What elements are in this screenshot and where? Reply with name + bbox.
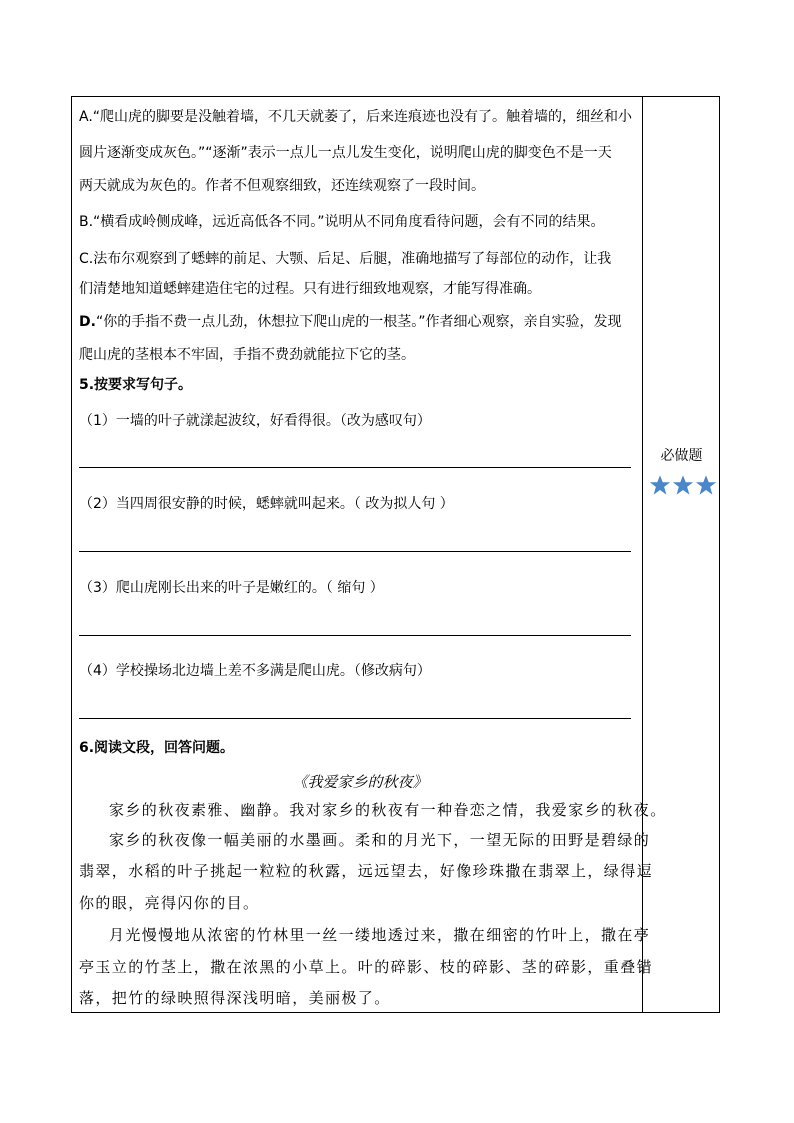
option-c-line-2: 们清楚地知道蟋蟀建造住宅的过程。只有进行细致地观察，才能写得准确。 xyxy=(79,281,541,297)
q5-item-3: （3）爬山虎刚长出来的叶子是嫩红的。（ 缩句 ） xyxy=(79,580,384,596)
passage-p1-line-1: 家乡的秋夜素雅、幽静。我对家乡的秋夜有一种眷恋之情，我爱家乡的秋夜。 xyxy=(109,801,667,819)
answer-line-3[interactable] xyxy=(79,635,631,636)
option-b: B.“横看成岭侧成峰，远近高低各不同。”说明从不同角度看待问题，会有不同的结果。 xyxy=(79,214,605,230)
q5-item-2: （2）当四周很安静的时候，蟋蟀就叫起来。（ 改为拟人句 ） xyxy=(79,496,454,512)
option-a-line-2: 圆片逐渐变成灰色。”“逐渐”表示一点儿一点儿发生变化，说明爬山虎的脚变色不是一天 xyxy=(79,145,612,161)
star-icon xyxy=(695,474,717,496)
option-a-line-1: A.“爬山虎的脚要是没触着墙，不几天就萎了，后来连痕迹也没有了。触着墙的，细丝和小 xyxy=(79,109,633,125)
passage-p3-line-3: 落，把竹的绿映照得深浅明暗，美丽极了。 xyxy=(79,989,391,1007)
q5-item-4: （4）学校操场北边墙上差不多满是爬山虎。（修改病句） xyxy=(79,663,431,679)
passage-p3-line-2: 亭玉立的竹茎上，撒在浓黑的小草上。叶的碎影、枝的碎影、茎的碎影，重叠错 xyxy=(79,958,654,976)
q6-heading: 6.阅读文段，回答问题。 xyxy=(79,740,235,756)
q5-heading: 5.按要求写句子。 xyxy=(79,377,193,393)
passage-p2-line-3: 你的眼，亮得闪你的目。 xyxy=(79,894,260,912)
option-c-line-1: C.法布尔观察到了蟋蟀的前足、大颚、后足、后腿，准确地描写了每部位的动作，让我 xyxy=(79,251,612,267)
passage-title: 《我爱家乡的秋夜》 xyxy=(292,773,428,791)
option-d-text: “你的手指不费一点儿劲，休想拉下爬山虎的一根茎。”作者细心观察，亲自实验，发现 xyxy=(95,314,622,330)
answer-line-1[interactable] xyxy=(79,467,631,468)
option-d-prefix: D. xyxy=(79,314,96,330)
q5-item-1: （1）一墙的叶子就漾起波纹，好看得很。（改为感叹句） xyxy=(79,413,431,429)
difficulty-stars xyxy=(649,474,717,496)
option-d-line-2: 爬山虎的茎根本不牢固，手指不费劲就能拉下它的茎。 xyxy=(79,347,415,363)
passage-p3-line-1: 月光慢慢地从浓密的竹林里一丝一缕地透过来，撒在细密的竹叶上，撒在亭 xyxy=(109,926,651,944)
answer-line-4[interactable] xyxy=(79,718,631,719)
required-label: 必做题 xyxy=(660,448,703,464)
passage-p2-line-2: 翡翠，水稻的叶子挑起一粒粒的秋露，远远望去，好像珍珠撒在翡翠上，绿得逗 xyxy=(79,862,654,880)
star-icon xyxy=(672,474,694,496)
option-d-line-1 xyxy=(79,313,621,331)
star-icon xyxy=(649,474,671,496)
option-a-line-3: 两天就成为灰色的。作者不但观察细致，还连续观察了一段时间。 xyxy=(79,178,485,194)
answer-line-2[interactable] xyxy=(79,551,631,552)
passage-p2-line-1: 家乡的秋夜像一幅美丽的水墨画。柔和的月光下，一望无际的田野是碧绿的 xyxy=(109,831,651,849)
